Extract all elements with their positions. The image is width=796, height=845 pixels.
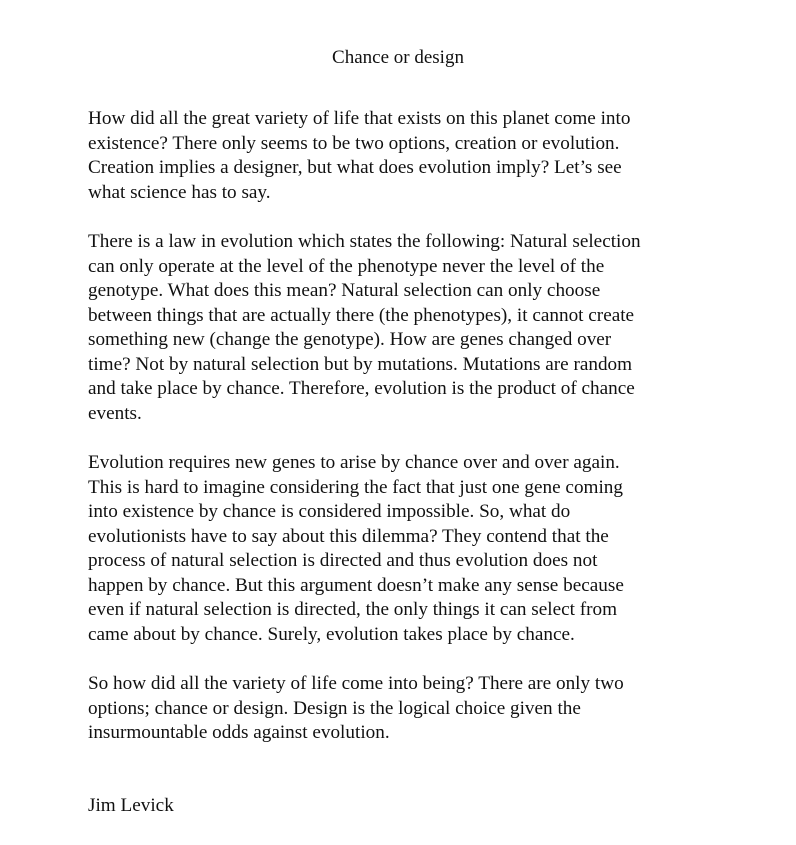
paragraph-line: time? Not by natural selection but by mutations. Mutations are random — [88, 353, 633, 375]
paragraph-line: process of natural selection is directed and thus evolution does not — [88, 550, 598, 571]
paragraph-line: insurmountable odds against evolution. — [88, 722, 390, 743]
paragraph-line: can only operate at the level of the phenotype never the level of the — [88, 255, 605, 277]
paragraph-line: options; chance or design. Design is the logical choice given the — [88, 697, 581, 719]
paragraph-line: evolutionists have to say about this dilemma? They contend that the — [88, 525, 609, 547]
paragraph-line: How did all the great variety of life that exists on this planet come into — [88, 108, 631, 129]
paragraph-line: events. — [88, 402, 142, 424]
paragraph-intro — [88, 107, 728, 205]
document-title: Chance or design — [332, 47, 464, 68]
paragraph-line: So how did all the variety of life come into being? There are only two — [88, 673, 624, 694]
paragraph-line: what science has to say. — [88, 181, 271, 203]
paragraph-conclusion — [88, 672, 728, 746]
paragraph-line: between things that are actually there (the phenotypes), it cannot create — [88, 304, 635, 326]
paragraph-law — [88, 230, 728, 426]
paragraph-line: Evolution requires new genes to arise by chance over and over again. — [88, 452, 620, 473]
paragraph-line: Creation implies a designer, but what does evolution imply? Let’s see — [88, 157, 622, 178]
author-signature: Jim Levick — [88, 795, 174, 816]
paragraph-line: existence? There only seems to be two options, creation or evolution. — [88, 132, 620, 154]
paragraph-line: genotype. What does this mean? Natural selection can only choose — [88, 280, 601, 301]
paragraph-line: and take place by chance. Therefore, evolution is the product of chance — [88, 378, 635, 399]
paragraph-line: came about by chance. Surely, evolution takes place by chance. — [88, 623, 575, 645]
paragraph-line: There is a law in evolution which states the following: Natural selection — [88, 231, 641, 252]
paragraph-line: happen by chance. But this argument doesn’t make any sense because — [88, 574, 624, 596]
paragraph-line: something new (change the genotype). How are genes changed over — [88, 329, 612, 350]
paragraph-line: into existence by chance is considered impossible. So, what do — [88, 501, 571, 522]
paragraph-line: even if natural selection is directed, the only things it can select from — [88, 599, 618, 620]
paragraph-argument — [88, 451, 728, 647]
paragraph-line: This is hard to imagine considering the fact that just one gene coming — [88, 476, 623, 498]
